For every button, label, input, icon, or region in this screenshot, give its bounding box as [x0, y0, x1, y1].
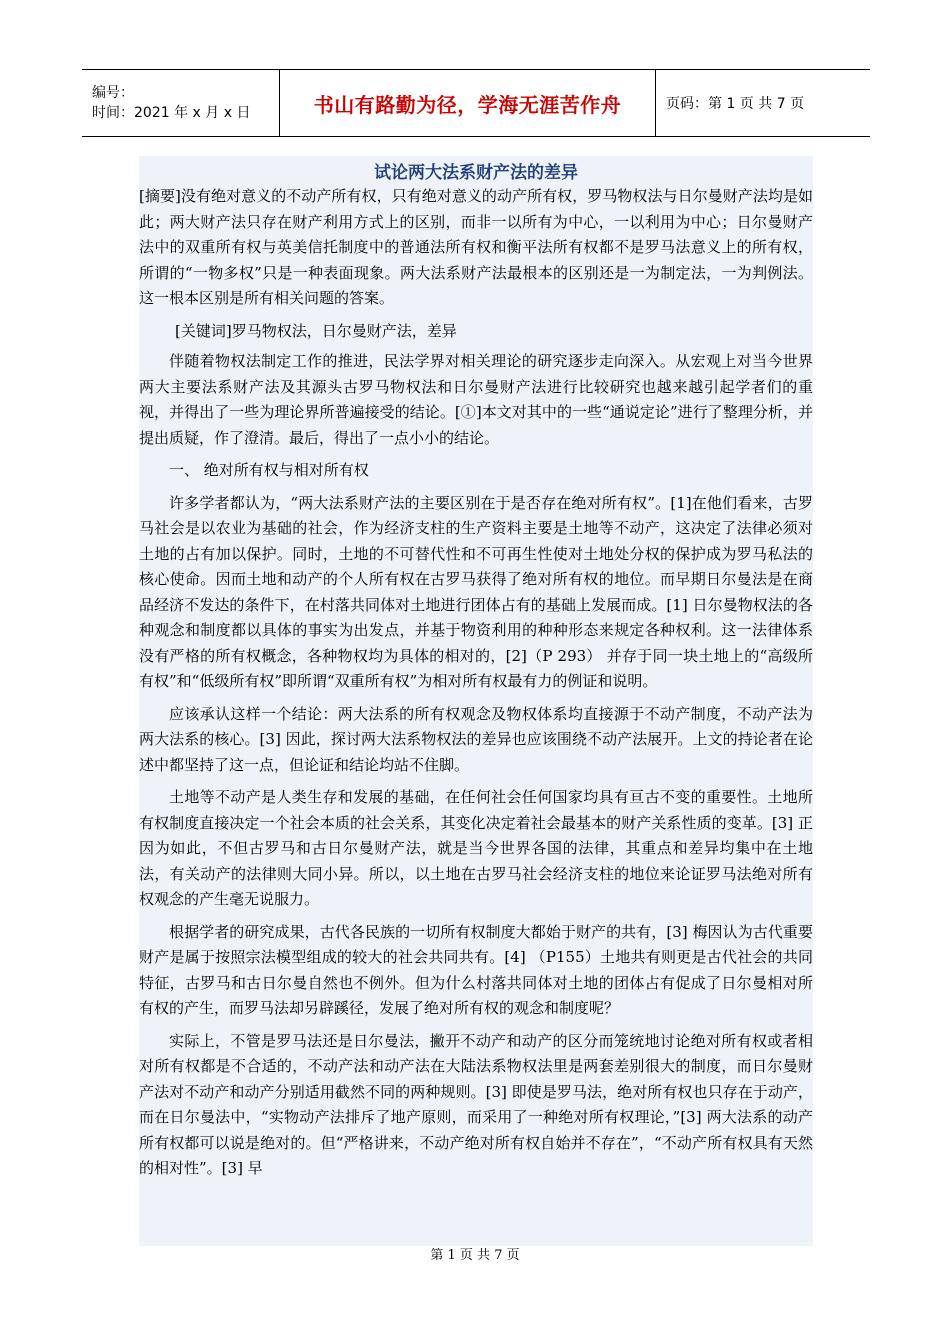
paragraph-1: 许多学者都认为，“两大法系财产法的主要区别在于是否存在绝对所有权”。[1]在他们看来，古罗马社会是以农业为基础的社会，作为经济支柱的生产资料主要是土地等不动产，这决定了法律必须对土地的占有加以保护。同时，土地的不可替代性和不可再生性使对土地处分权的保护成为罗马私法的核心使命。因而土地和动产的个人所有权在古罗马获得了绝对所有权的地位。而早期日尔曼法是在商品经济不发达的条件下，在村落共同体对土地进行团体占有的基础上发展而成。[1] 日尔曼物权法的各种观念和制度都以具体的事实为出发点，并基于物资利用的种种形态来规定各种权利。这一法律体系没有严格的所有权概念，各种物权均为具体的相对的，[2]（P 293） 并存于同一块土地上的“高级所有权”和“低级所有权”即所谓“双重所有权”为相对所有权最有力的例证和说明。 — [139, 493, 813, 690]
paragraph-4: 根据学者的研究成果，古代各民族的一切所有权制度大都始于财产的共有，[3] 梅因认为古代重要财产是属于按照宗法模型组成的较大的社会共同共有。[4] （P155）土地共有则更是古代社会的共同特征，古罗马和古日尔曼自然也不例外。但为什么村落共同体对土地的团体占有促成了日尔曼相对所有权的产生，而罗马法却另辟蹊径，发展了绝对所有权的观念和制度呢？ — [139, 922, 813, 1017]
motto-text: 书山有路勤为径，学海无涯苦作舟 — [313, 92, 622, 117]
paragraph-2: 应该承认这样一个结论：两大法系的所有权观念及物权体系均直接源于不动产制度，不动产法为两大法系的核心。[3] 因此，探讨两大法系物权法的差异也应该围绕不动产法展开。上文的持论者在论述中都坚持了这一点，但论证和结论均站不住脚。 — [139, 704, 813, 774]
keywords: [关键词]罗马物权法，日尔曼财产法，差异 — [175, 321, 457, 340]
abstract: [摘要]没有绝对意义的不动产所有权，只有绝对意义的动产所有权，罗马物权法与日尔曼财产法均是如此；两大财产法只存在财产利用方式上的区别，而非一以所有为中心，一以利用为中心；日尔曼财产法中的双重所有权与英美信托制度中的普通法所有权和衡平法所有权都不是罗马法意义上的所有权，所谓的“一物多权”只是一种表面现象。两大法系财产法最根本的区别还是一为制定法，一为判例法。这一根本区别是所有相关问题的答案。 — [139, 187, 813, 307]
header-page-cell — [656, 70, 870, 136]
paragraph-5: 实际上，不管是罗马法还是日尔曼法，撇开不动产和动产的区分而笼统地讨论绝对所有权或者相对所有权都是不合适的，不动产法和动产法在大陆法系物权法里是两套差别很大的制度，而日尔曼财产法对不动产和动产分别适用截然不同的两种规则。[3] 即使是罗马法，绝对所有权也只存在于动产，而在日尔曼法中，“实物动产法排斥了地产原则，而采用了一种绝对所有权理论，”[3] 两大法系的动产所有权都可以说是绝对的。但“严格讲来，不动产绝对所有权自始并不存在”，“不动产所有权具有天然的相对性”。[3] 早 — [139, 1031, 813, 1177]
number-label: 编号： — [92, 85, 134, 101]
document-title: 试论两大法系财产法的差异 — [374, 163, 578, 183]
date-label: 时间：2021 年 x 月 x 日 — [92, 105, 251, 121]
section-heading: 一、 绝对所有权与相对所有权 — [169, 461, 369, 479]
page-footer: 第 1 页 共 7 页 — [430, 1248, 520, 1263]
header-table — [82, 69, 870, 137]
page-info: 页码：第 1 页 共 7 页 — [666, 96, 805, 112]
header-meta — [82, 70, 280, 136]
document-body — [139, 156, 813, 1246]
header-motto-cell — [280, 70, 656, 136]
paragraph-3: 土地等不动产是人类生存和发展的基础，在任何社会任何国家均具有亘古不变的重要性。土地所有权制度直接决定一个社会本质的社会关系，其变化决定着社会最基本的财产关系性质的变革。[3] 正因为如此，不但古罗马和古日尔曼财产法，就是当今世界各国的法律，其重点和差异均集中在土地法，有关动产的法律则大同小异。所以，以土地在古罗马社会经济支柱的地位来论证罗马法绝对所有权观念的产生毫无说服力。 — [139, 788, 813, 908]
intro-paragraph: 伴随着物权法制定工作的推进，民法学界对相关理论的研究逐步走向深入。从宏观上对当今世界两大主要法系财产法及其源头古罗马物权法和日尔曼财产法进行比较研究也越来越引起学者们的重视，并得出了一些为理论界所普遍接受的结论。[①]本文对其中的一些“通说定论”进行了整理分析，并提出质疑，作了澄清。最后，得出了一点小小的结论。 — [139, 352, 813, 447]
